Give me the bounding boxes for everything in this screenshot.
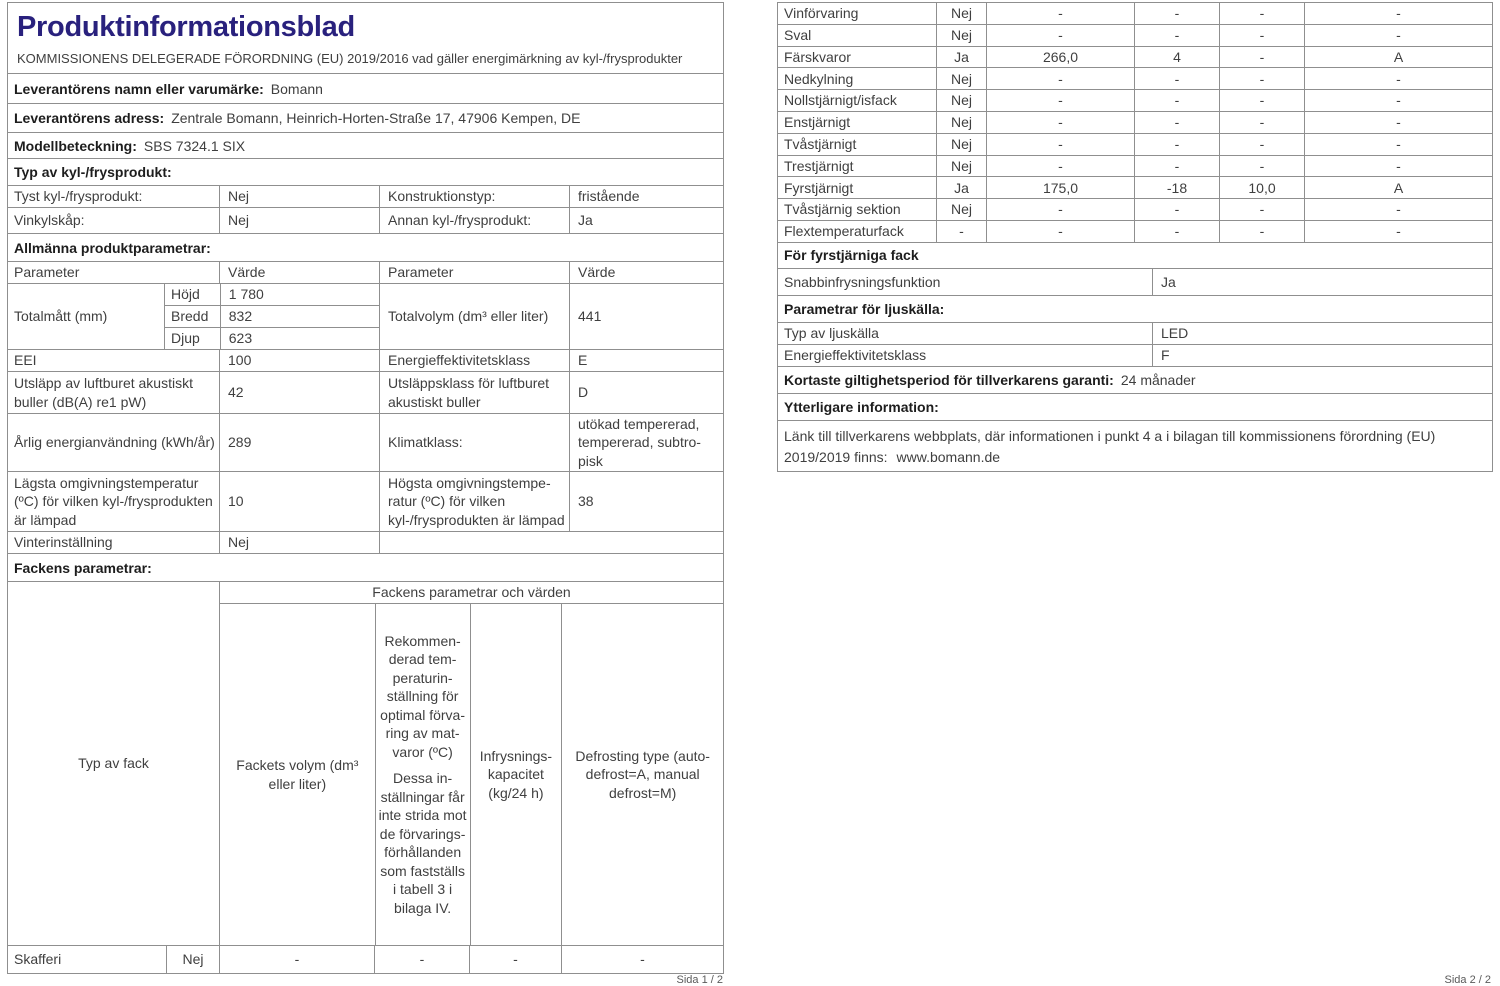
compartment-volume: - [986, 68, 1134, 89]
column-header-parameter: Parameter [14, 264, 80, 281]
page-1 [7, 2, 724, 974]
winter-setting-label: Vinterinställning [14, 534, 113, 551]
column-header-value: Värde [569, 262, 723, 283]
supplier-name-label: Leverantörens namn eller varumärke: [14, 80, 264, 97]
compartment-table-title-row [220, 582, 723, 604]
compartment-row [778, 3, 1492, 25]
noise-class-label: Utsläppsklass för luftburet akustiskt buller [379, 372, 569, 413]
compartment-defrost: - [1304, 90, 1492, 111]
compartment-temp: - [1134, 221, 1219, 242]
compartment-present: Nej [936, 3, 986, 24]
compartment-defrost: - [561, 946, 723, 973]
compartment-volume: - [219, 946, 374, 973]
compartment-present: Nej [936, 199, 986, 220]
compartment-table-header [8, 582, 723, 946]
compartment-volume: - [986, 199, 1134, 220]
compartment-freeze: - [1219, 221, 1304, 242]
empty-cell [379, 532, 723, 553]
compartment-row [778, 68, 1492, 90]
compartment-present: Nej [936, 134, 986, 155]
compartment-freeze: - [1219, 156, 1304, 177]
title-block [8, 3, 723, 74]
supplier-name-value: Bomann [270, 80, 323, 97]
light-type-row [778, 323, 1492, 345]
compartment-freeze: 10,0 [1219, 177, 1304, 198]
compartment-row [778, 199, 1492, 221]
dimensions-label: Totalmått (mm) [14, 308, 108, 325]
light-class-label: Energieffektivitetsklass [784, 347, 927, 364]
compartment-present: Nej [936, 156, 986, 177]
dimensions-subtable [164, 284, 379, 349]
total-volume-label: Totalvolym (dm³ eller liter) [379, 284, 569, 349]
depth-subrow [165, 328, 379, 349]
defrost-column-header: Defrosting type (auto-defrost=A, manual defrost=M) [561, 604, 723, 945]
supplier-name-row [8, 74, 723, 104]
compartment-label: Tvåstjärnigt [784, 135, 857, 152]
total-volume-value: 441 [569, 284, 723, 349]
compartment-row [778, 25, 1492, 47]
height-value: 1 780 [220, 284, 379, 305]
additional-info-header: Ytterligare information: [778, 394, 1492, 421]
compartment-freeze: - [1219, 90, 1304, 111]
energy-class-value: E [569, 350, 723, 371]
compartment-row [778, 112, 1492, 134]
page-number-1: Sida 1 / 2 [676, 974, 723, 986]
height-label: Höjd [171, 286, 200, 303]
compartment-volume: 175,0 [986, 177, 1134, 198]
compartment-volume: - [986, 25, 1134, 46]
compartment-present: Nej [936, 112, 986, 133]
compartment-label: Sval [784, 26, 812, 43]
compartment-temp: - [1134, 90, 1219, 111]
parameter-header-row [8, 262, 723, 284]
construction-value: fristående [569, 186, 723, 207]
compartment-label: Färskvaror [784, 48, 851, 65]
compartment-temp: - [1134, 199, 1219, 220]
compartment-row [778, 134, 1492, 156]
height-subrow [165, 284, 379, 306]
warranty-label: Kortaste giltighetsperiod för tillverkarens garanti: [784, 371, 1114, 388]
compartment-volume: 266,0 [986, 47, 1134, 68]
compartment-temp: - [1134, 134, 1219, 155]
supplier-address-label: Leverantörens adress: [14, 110, 165, 126]
compartment-freeze: - [1219, 25, 1304, 46]
eei-label: EEI [14, 352, 37, 369]
compartment-volume: - [986, 134, 1134, 155]
temperature-column-header-p2: Dessa inställningar får inte strida mot de förvaringsförhållanden som fastställs i tabell 3 i bilaga IV. [378, 770, 467, 916]
warranty-row [778, 367, 1492, 394]
wine-cabinet-row [8, 208, 723, 234]
ambient-temperature-row [8, 472, 723, 532]
volume-column-header: Fackets volym (dm³ eller liter) [236, 757, 359, 792]
compartment-defrost: A [1304, 177, 1492, 198]
min-temp-value: 10 [219, 472, 379, 531]
compartment-present: Nej [936, 25, 986, 46]
compartment-header-stack [219, 582, 723, 945]
compartment-present: Nej [936, 68, 986, 89]
depth-value: 623 [220, 328, 379, 349]
compartment-present: - [936, 221, 986, 242]
page-number-2: Sida 2 / 2 [1444, 974, 1491, 986]
compartment-present: Ja [936, 47, 986, 68]
light-type-label: Typ av ljuskälla [784, 325, 879, 342]
manufacturer-link-label: Länk till tillverkarens webbplats, där informationen i punkt 4 a i bilagan till kommissionens förordning (EU) 2019/2019 finns: [784, 427, 1436, 465]
four-star-header: För fyrstjärniga fack [778, 243, 1492, 269]
compartment-label: Nedkylning [784, 70, 854, 87]
compartment-label: Skafferi [14, 951, 62, 968]
page-title: Produktinformationsblad [17, 11, 355, 43]
compartment-temp: - [1134, 112, 1219, 133]
quiet-value: Nej [219, 186, 379, 207]
compartment-row [778, 47, 1492, 69]
column-header-parameter: Parameter [379, 262, 569, 283]
compartment-label: Vinförvaring [784, 5, 859, 22]
temperature-column-header [375, 604, 470, 945]
compartment-temp: -18 [1134, 177, 1219, 198]
climate-class-value: utökad tempererad, tempererad, subtropisk [569, 414, 723, 471]
noise-value: 42 [219, 372, 379, 413]
compartment-temp: - [1134, 25, 1219, 46]
manufacturer-link-row [778, 421, 1492, 471]
dimensions-row [8, 284, 723, 350]
compartment-freeze: - [1219, 47, 1304, 68]
compartment-label: Enstjärnigt [784, 114, 851, 131]
temperature-column-header-p1: Rekommenderad temperaturinställning för optimal förvaring av matvaror (ºC) [380, 632, 465, 760]
model-label: Modellbeteckning: [14, 137, 137, 154]
compartment-present: Nej [166, 946, 219, 973]
compartment-label: Tvåstjärnig sektion [784, 201, 901, 218]
compartment-defrost: - [1304, 3, 1492, 24]
compartment-temp: - [1134, 3, 1219, 24]
compartment-freeze: - [1219, 3, 1304, 24]
quiet-row [8, 186, 723, 208]
light-class-value: F [1152, 345, 1492, 366]
compartment-temp: 4 [1134, 47, 1219, 68]
compartment-table-title: Fackens parametrar och värden [372, 584, 571, 601]
fast-freeze-row [778, 269, 1492, 296]
compartment-volume: - [986, 90, 1134, 111]
compartment-defrost: - [1304, 221, 1492, 242]
compartment-label: Fyrstjärnigt [784, 179, 854, 196]
compartment-label: Flextemperaturfack [784, 223, 904, 240]
compartment-defrost: - [1304, 25, 1492, 46]
model-value: SBS 7324.1 SIX [143, 137, 246, 154]
pantry-row [8, 946, 723, 973]
compartment-label: Trestjärnigt [784, 157, 854, 174]
compartment-defrost: - [1304, 112, 1492, 133]
light-type-value: LED [1152, 323, 1492, 344]
depth-label: Djup [171, 330, 200, 347]
light-source-header: Parametrar för ljuskälla: [778, 296, 1492, 323]
energy-class-label: Energieffektivitetsklass [379, 350, 569, 371]
compartment-freeze: - [1219, 199, 1304, 220]
page-2 [777, 2, 1493, 472]
compartment-defrost: - [1304, 156, 1492, 177]
compartment-defrost: A [1304, 47, 1492, 68]
compartment-temp: - [1134, 68, 1219, 89]
compartment-defrost: - [1304, 199, 1492, 220]
winter-setting-value: Nej [219, 532, 379, 553]
fast-freeze-label: Snabbinfrysningsfunktion [784, 273, 941, 290]
model-row [8, 133, 723, 159]
width-value: 832 [220, 306, 379, 327]
construction-label: Konstruktionstyp: [379, 186, 569, 207]
compartment-freeze: - [1219, 134, 1304, 155]
supplier-address-row [8, 104, 723, 133]
type-column-header: Typ av fack [78, 755, 149, 772]
compartment-row [778, 221, 1492, 243]
compartments-header: Fackens parametrar: [8, 554, 723, 582]
climate-class-label: Klimatklass: [379, 414, 569, 471]
quiet-label: Tyst kyl-/frysprodukt: [14, 188, 143, 205]
light-class-row [778, 345, 1492, 367]
manufacturer-link-url: www.bomann.de [896, 448, 1001, 465]
product-type-header: Typ av kyl-/frysprodukt: [8, 159, 723, 186]
compartment-temp: - [1134, 156, 1219, 177]
general-parameters-header: Allmänna produktparametrar: [8, 234, 723, 262]
wine-cabinet-label: Vinkylskåp: [14, 212, 85, 229]
compartment-table-continued [778, 3, 1492, 243]
warranty-value: 24 månader [1120, 371, 1196, 388]
supplier-address-value: Zentrale Bomann, Heinrich-Horten-Straße 17, 47906 Kempen, DE [171, 110, 581, 126]
compartment-present: Ja [936, 177, 986, 198]
min-temp-label: Lägsta omgivningstemperatur (ºC) för vilken kyl-/frysprodukten är lämpad [14, 474, 213, 528]
noise-class-value: D [569, 372, 723, 413]
width-subrow [165, 306, 379, 328]
compartment-label: Nollstjärnigt/isfack [784, 92, 897, 109]
eei-value: 100 [219, 350, 379, 371]
compartment-volume: - [986, 156, 1134, 177]
compartment-present: Nej [936, 90, 986, 111]
annual-energy-label: Årlig energianvändning (kWh/år) [14, 434, 215, 451]
compartment-volume: - [986, 221, 1134, 242]
winter-setting-row [8, 532, 723, 554]
compartment-volume: - [986, 112, 1134, 133]
other-product-label: Annan kyl-/frysprodukt: [379, 208, 569, 233]
freezing-capacity-column-header: Infrysningskapacitet (kg/24 h) [470, 604, 562, 945]
compartment-row [778, 156, 1492, 178]
max-temp-value: 38 [569, 472, 723, 531]
fast-freeze-value: Ja [1152, 269, 1492, 295]
noise-label: Utsläpp av luftburet akustiskt buller (dB(A) re1 pW) [14, 375, 193, 410]
column-header-value: Värde [219, 262, 379, 283]
compartment-volume: - [986, 3, 1134, 24]
compartment-freeze: - [1219, 112, 1304, 133]
annual-energy-value: 289 [219, 414, 379, 471]
noise-row [8, 372, 723, 414]
compartment-freeze: - [1219, 68, 1304, 89]
compartment-column-headers [220, 604, 723, 945]
eei-row [8, 350, 723, 372]
compartment-row [778, 90, 1492, 112]
max-temp-label: Högsta omgivningstemperatur (ºC) för vilken kyl-/frysprodukten är lämpad [379, 472, 569, 531]
compartment-defrost: - [1304, 134, 1492, 155]
wine-cabinet-value: Nej [219, 208, 379, 233]
compartment-temp: - [374, 946, 469, 973]
width-label: Bredd [171, 308, 209, 325]
compartment-row [778, 177, 1492, 199]
compartment-defrost: - [1304, 68, 1492, 89]
annual-energy-row [8, 414, 723, 472]
regulation-subtitle: KOMMISSIONENS DELEGERADE FÖRORDNING (EU) 2019/2016 vad gäller energimärkning av kyl-/frysprodukter [17, 51, 683, 67]
other-product-value: Ja [569, 208, 723, 233]
compartment-freeze: - [469, 946, 561, 973]
